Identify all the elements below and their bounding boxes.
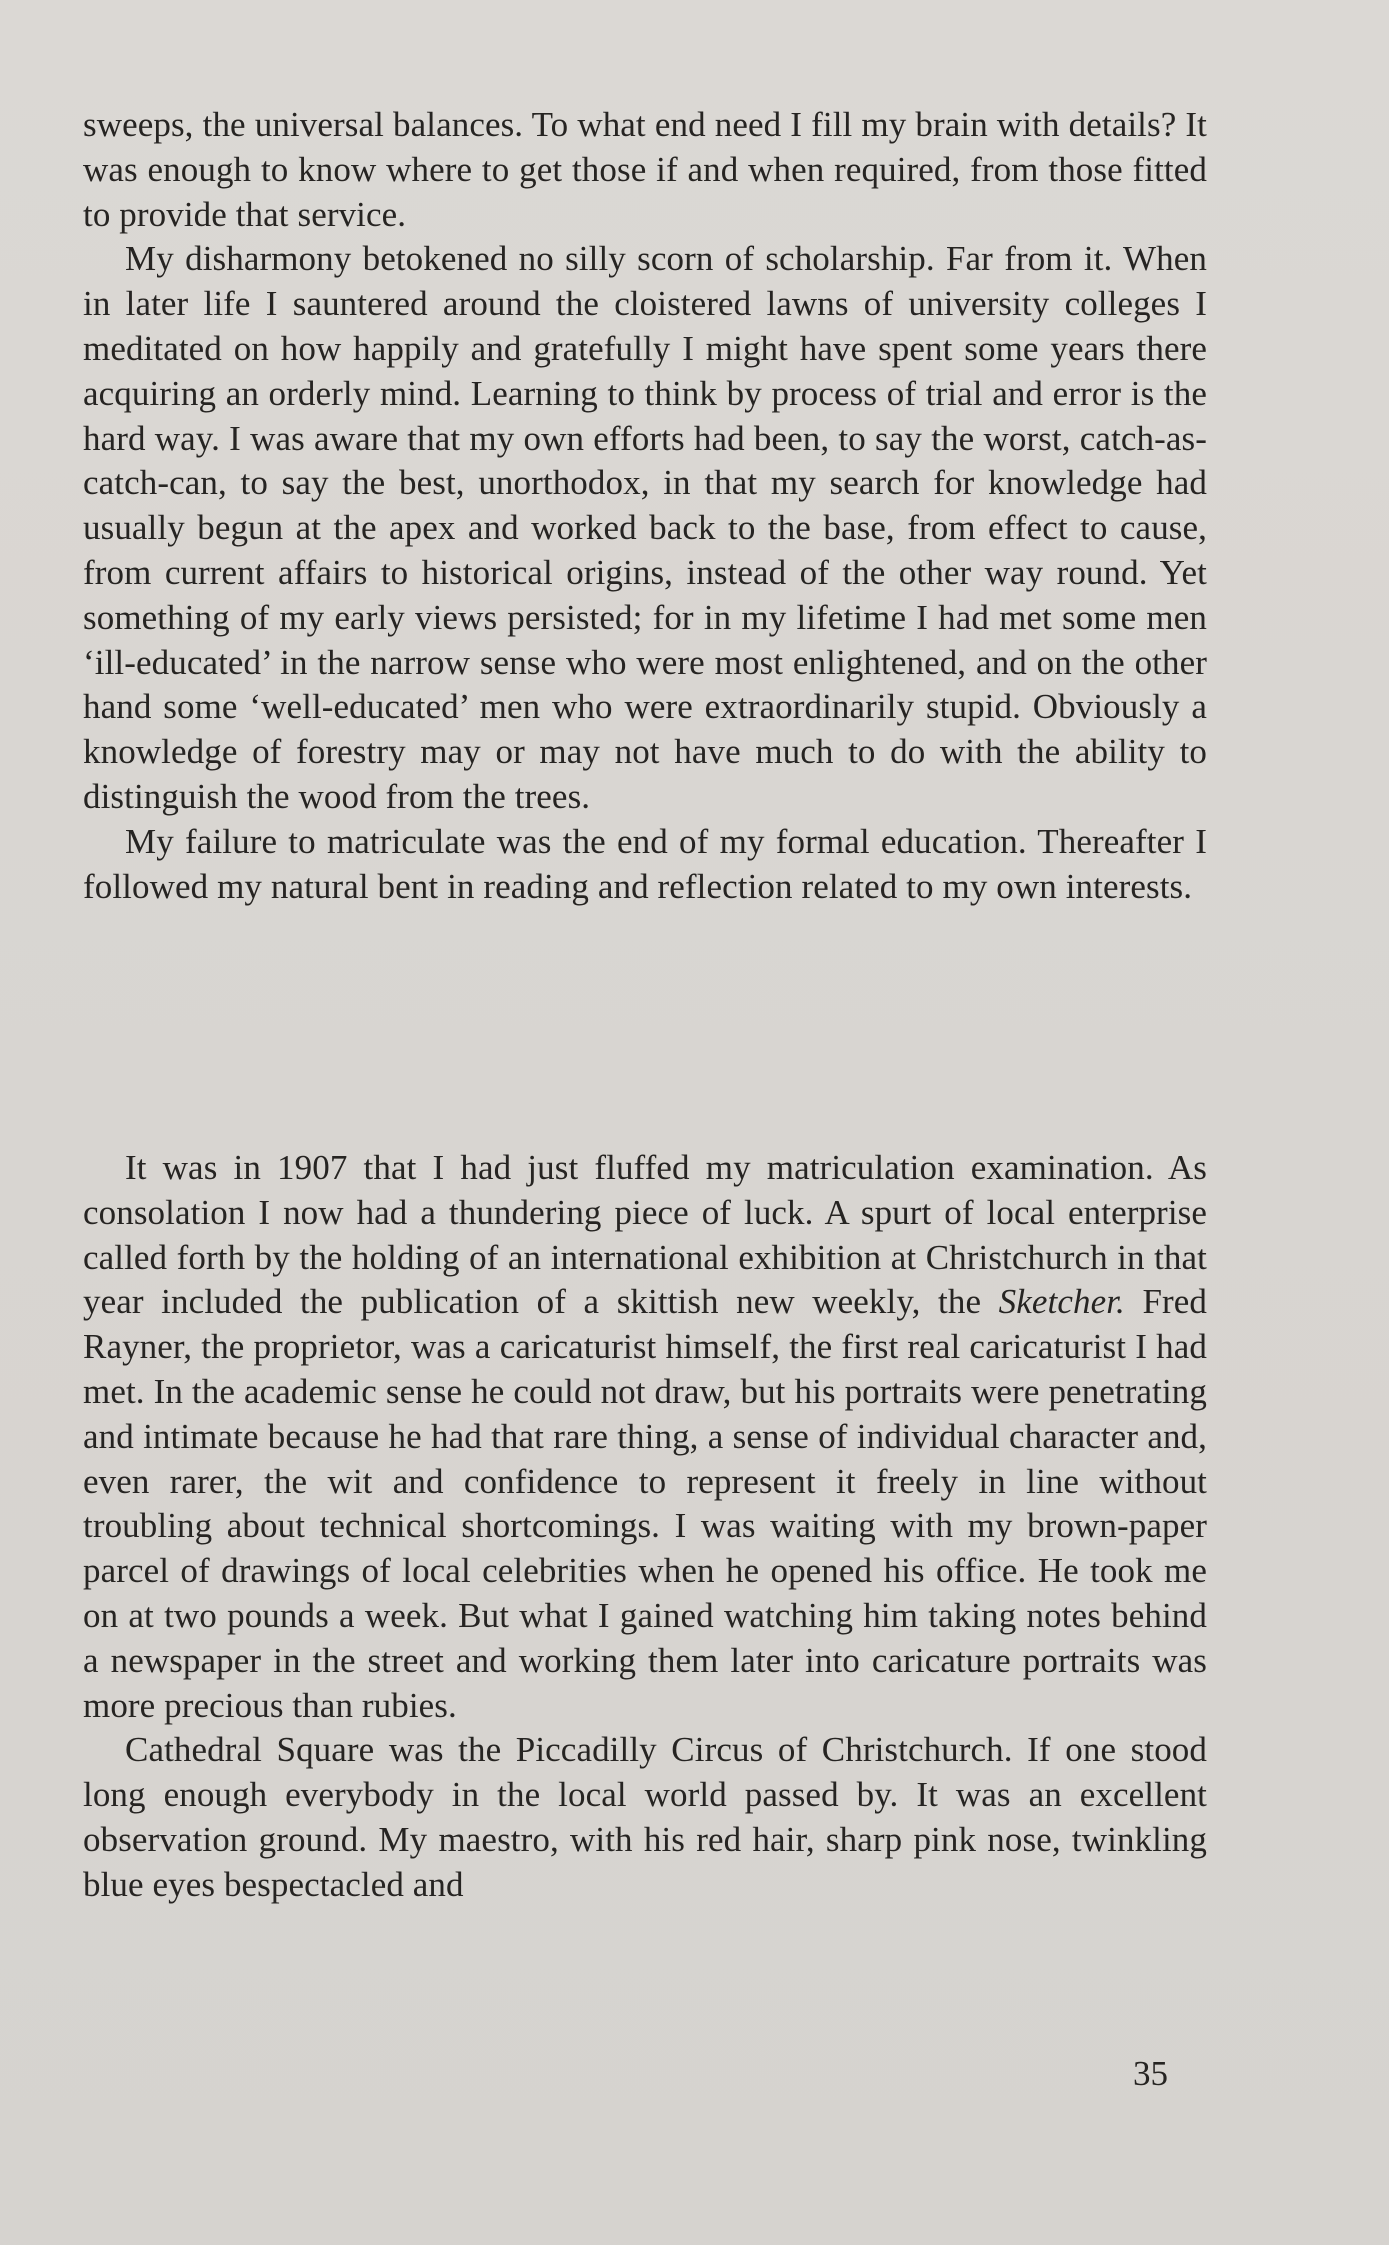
paragraph-sketcher-text-b: Fred Rayner, the proprietor, was a caricaturist himself, the first real caricaturist I had met. In the academic sense he could not draw, but his portraits were penetrating and intimate because he had that rare thing, a sense of individual character and, even rarer, the wit and confidence to represent it freely in line without troubling about technical shortcomings. I was waiting with my brown-paper parcel of drawings of local celebrities when he opened his office. He took me on at two pounds a week. But what I gained watching him taking notes behind a newspaper in the street and working them later into caricature portraits was more precious than rubies. xyxy=(83,1282,1208,1725)
page-number: 35 xyxy=(1133,2054,1168,2093)
text-section-one xyxy=(83,103,1207,909)
paragraph-continuation: sweeps, the universal balances. To what end need I fill my brain with details? It was enough to know where to get those if and when required, from those fitted to provide that service. xyxy=(83,105,1207,234)
paragraph-disharmony: My disharmony betokened no silly scorn of scholarship. Far from it. When in later life I sauntered around the cloistered lawns of university colleges I meditated on how happily and gratefully I might have spent some years there acquiring an orderly mind. Learning to think by process of trial and error is the hard way. I was aware that my own efforts had been, to say the worst, catch-as-catch-can, to say the best, unorthodox, in that my search for knowledge had usually begun at the apex and worked back to the base, from effect to cause, from current affairs to historical origins, instead of the other way round. Yet something of my early views persisted; for in my lifetime I had met some men ‘ill-educated’ in the narrow sense who were most enlightened, and on the other hand some ‘well-educated’ men who were extraordinarily stupid. Obviously a knowledge of forestry may or may not have much to do with the ability to distinguish the wood from the trees. xyxy=(83,239,1207,816)
text-section-two xyxy=(83,1146,1207,1908)
publication-title: Sketcher. xyxy=(998,1282,1125,1322)
paragraph-sketcher-text-a: It was in 1907 that I had just fluffed my matriculation examination. As consolation I now had a thundering piece of luck. A spurt of local enterprise called forth by the holding of an international exhibition at Christchurch in that year included the publication of a skittish new weekly, the xyxy=(83,1148,1207,1322)
paragraph-cathedral-square: Cathedral Square was the Piccadilly Circus of Christchurch. If one stood long enough everybody in the local world passed by. It was an excellent observation ground. My maestro, with his red hair, sharp pink nose, twinkling blue eyes bespectacled and xyxy=(83,1730,1207,1904)
paragraph-sketcher xyxy=(83,1146,1207,1728)
paragraph-matriculation-failure: My failure to matriculate was the end of my formal education. Thereafter I followed my natural bent in reading and reflection related to my own interests. xyxy=(83,821,1207,906)
